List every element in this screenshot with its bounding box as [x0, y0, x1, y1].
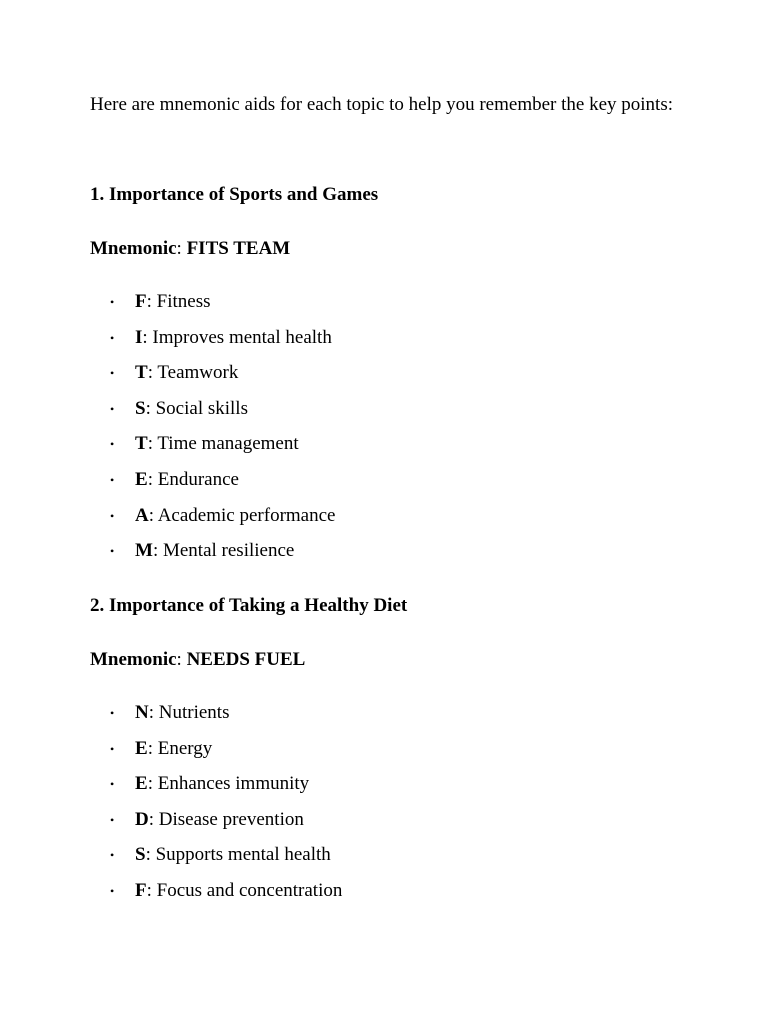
bullet-icon: • [110, 437, 115, 452]
item-text: : Enhances immunity [147, 773, 310, 795]
list-item [90, 807, 342, 843]
item-text: : Social skills [145, 397, 248, 419]
item-letter: D [135, 808, 149, 830]
item-text: : Improves mental health [142, 326, 332, 348]
list-item [90, 538, 335, 574]
item-text: : Time management [147, 433, 299, 455]
item-letter: T [135, 362, 148, 384]
mnemonic-label: Mnemonic [90, 238, 177, 259]
bullet-icon: • [110, 472, 115, 487]
item-letter: M [135, 540, 153, 562]
item-letter: I [135, 326, 143, 348]
item-letter: S [135, 397, 146, 419]
list-item [90, 503, 335, 539]
list-item [90, 325, 335, 361]
bullet-icon: • [110, 741, 115, 756]
item-text: : Supports mental health [145, 844, 331, 866]
item-letter: F [135, 879, 147, 901]
item-text: : Disease prevention [148, 808, 304, 830]
item-letter: E [135, 737, 148, 759]
list-item [90, 360, 335, 396]
list-item [90, 289, 335, 325]
list-item [90, 431, 335, 467]
mnemonic-word: NEEDS FUEL [186, 649, 306, 670]
list-item [90, 467, 335, 503]
bullet-icon: • [110, 848, 115, 863]
item-letter: S [135, 844, 146, 866]
mnemonic-line-sports [90, 236, 290, 262]
list-item [90, 396, 335, 432]
item-text: : Mental resilience [152, 540, 295, 562]
item-letter: T [135, 433, 148, 455]
item-text: : Focus and concentration [146, 879, 343, 901]
mnemonic-word: FITS TEAM [186, 238, 291, 259]
mnemonic-label: Mnemonic [90, 649, 177, 670]
mnemonic-list-sports [90, 289, 335, 574]
item-letter: A [135, 504, 149, 526]
section-heading-sports: 1. Importance of Sports and Games [90, 184, 379, 205]
intro-paragraph: Here are mnemonic aids for each topic to help you remember the key points: [90, 94, 673, 115]
item-text: : Fitness [146, 291, 211, 312]
bullet-icon: • [110, 544, 115, 559]
section-heading-diet: 2. Importance of Taking a Healthy Diet [90, 595, 408, 616]
item-text: : Endurance [147, 468, 239, 490]
mnemonic-line-diet [90, 647, 305, 673]
item-letter: N [135, 702, 149, 723]
bullet-icon: • [110, 883, 115, 898]
mnemonic-list-diet [90, 700, 342, 914]
item-text: : Academic performance [148, 504, 336, 526]
mnemonic-separator: : [176, 238, 187, 259]
list-item [90, 736, 342, 772]
item-letter: E [135, 468, 148, 490]
item-text: : Energy [147, 737, 213, 759]
bullet-icon: • [110, 295, 115, 309]
bullet-icon: • [110, 706, 115, 720]
bullet-icon: • [110, 366, 115, 381]
item-text: : Nutrients [148, 702, 230, 723]
item-letter: E [135, 773, 148, 795]
bullet-icon: • [110, 812, 115, 827]
item-text: : Teamwork [147, 362, 239, 384]
list-item [90, 700, 342, 736]
bullet-icon: • [110, 330, 115, 345]
item-letter: F [135, 291, 147, 312]
list-item [90, 878, 342, 914]
list-item [90, 842, 342, 878]
bullet-icon: • [110, 777, 115, 792]
list-item [90, 771, 342, 807]
bullet-icon: • [110, 401, 115, 416]
bullet-icon: • [110, 508, 115, 523]
mnemonic-separator: : [176, 649, 187, 670]
